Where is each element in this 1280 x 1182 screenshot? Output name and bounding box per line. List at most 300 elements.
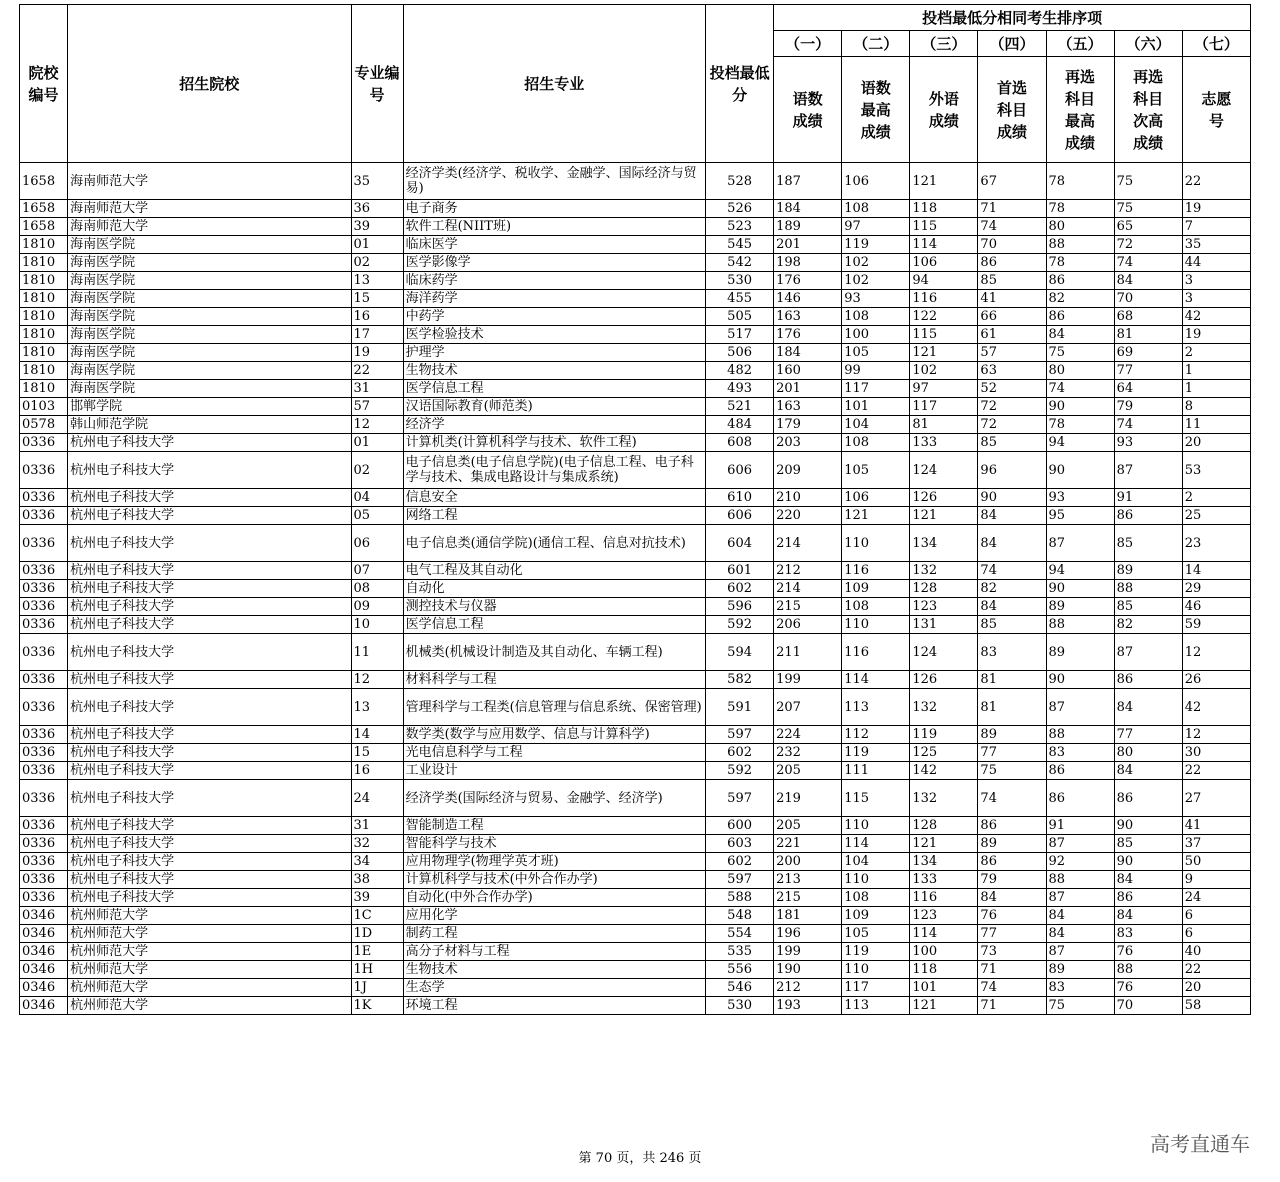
cell-second-next: 75 <box>1114 163 1182 200</box>
cell-school-code: 1810 <box>20 344 68 362</box>
cell-choice-no: 46 <box>1182 598 1250 616</box>
cell-school-name: 杭州电子科技大学 <box>68 817 351 835</box>
cell-major-name: 光电信息科学与工程 <box>403 744 705 762</box>
cell-second-max: 80 <box>1046 362 1114 380</box>
cell-first-subject: 74 <box>978 780 1046 817</box>
cell-min-score: 582 <box>706 671 774 689</box>
table-row <box>20 580 1251 598</box>
cell-major-code: 05 <box>351 507 403 525</box>
cell-yushu: 220 <box>774 507 842 525</box>
page-footer: 第 70 页，共 246 页 <box>578 1151 702 1166</box>
cell-min-score: 482 <box>706 362 774 380</box>
cell-second-next: 64 <box>1114 380 1182 398</box>
cell-school-code: 0346 <box>20 979 68 997</box>
cell-major-code: 38 <box>351 871 403 889</box>
cell-min-score: 493 <box>706 380 774 398</box>
cell-second-next: 90 <box>1114 853 1182 871</box>
cell-school-code: 1658 <box>20 218 68 236</box>
cell-min-score: 535 <box>706 943 774 961</box>
cell-min-score: 601 <box>706 562 774 580</box>
cell-yushu-max: 102 <box>842 272 910 290</box>
cell-english: 132 <box>910 562 978 580</box>
cell-first-subject: 83 <box>978 634 1046 671</box>
cell-yushu: 187 <box>774 163 842 200</box>
cell-first-subject: 66 <box>978 308 1046 326</box>
cell-yushu: 160 <box>774 362 842 380</box>
cell-second-next: 85 <box>1114 835 1182 853</box>
table-row <box>20 817 1251 835</box>
cell-min-score: 608 <box>706 434 774 452</box>
cell-major-name: 信息安全 <box>403 489 705 507</box>
cell-min-score: 521 <box>706 398 774 416</box>
cell-school-code: 0336 <box>20 507 68 525</box>
cell-school-name: 海南医学院 <box>68 344 351 362</box>
cell-yushu-max: 110 <box>842 817 910 835</box>
cell-first-subject: 74 <box>978 562 1046 580</box>
cell-second-next: 74 <box>1114 416 1182 434</box>
cell-yushu-max: 108 <box>842 889 910 907</box>
cell-second-next: 76 <box>1114 943 1182 961</box>
table-row <box>20 762 1251 780</box>
cell-min-score: 602 <box>706 853 774 871</box>
cell-choice-no: 50 <box>1182 853 1250 871</box>
cell-school-name: 海南医学院 <box>68 290 351 308</box>
cell-yushu: 207 <box>774 689 842 726</box>
cell-major-name: 制药工程 <box>403 925 705 943</box>
cell-yushu-max: 109 <box>842 580 910 598</box>
cell-school-name: 杭州电子科技大学 <box>68 616 351 634</box>
cell-second-max: 74 <box>1046 380 1114 398</box>
cell-major-name: 医学检验技术 <box>403 326 705 344</box>
cell-major-code: 13 <box>351 272 403 290</box>
cell-first-subject: 75 <box>978 762 1046 780</box>
cell-second-max: 86 <box>1046 272 1114 290</box>
cell-major-code: 17 <box>351 326 403 344</box>
cell-school-name: 杭州电子科技大学 <box>68 489 351 507</box>
table-row <box>20 997 1251 1015</box>
cell-yushu-max: 108 <box>842 434 910 452</box>
cell-second-max: 90 <box>1046 398 1114 416</box>
cell-second-next: 84 <box>1114 689 1182 726</box>
cell-school-code: 0346 <box>20 943 68 961</box>
cell-school-code: 0336 <box>20 671 68 689</box>
cell-first-subject: 74 <box>978 218 1046 236</box>
cell-yushu-max: 121 <box>842 507 910 525</box>
cell-english: 142 <box>910 762 978 780</box>
cell-yushu-max: 119 <box>842 744 910 762</box>
cell-major-name: 智能制造工程 <box>403 817 705 835</box>
cell-first-subject: 57 <box>978 344 1046 362</box>
cell-second-next: 87 <box>1114 452 1182 489</box>
cell-school-name: 邯郸学院 <box>68 398 351 416</box>
cell-school-name: 海南医学院 <box>68 254 351 272</box>
cell-school-name: 杭州电子科技大学 <box>68 452 351 489</box>
cell-major-code: 1C <box>351 907 403 925</box>
cell-yushu-max: 114 <box>842 671 910 689</box>
header-tiebreak-label: 外语成绩 <box>910 57 978 163</box>
cell-english: 133 <box>910 871 978 889</box>
cell-school-code: 0336 <box>20 689 68 726</box>
cell-school-name: 杭州电子科技大学 <box>68 889 351 907</box>
cell-school-code: 0336 <box>20 434 68 452</box>
cell-english: 94 <box>910 272 978 290</box>
cell-yushu-max: 102 <box>842 254 910 272</box>
cell-school-code: 0336 <box>20 835 68 853</box>
cell-english: 128 <box>910 817 978 835</box>
cell-second-next: 89 <box>1114 562 1182 580</box>
cell-major-name: 汉语国际教育(师范类) <box>403 398 705 416</box>
cell-major-name: 自动化(中外合作办学) <box>403 889 705 907</box>
cell-school-code: 1810 <box>20 254 68 272</box>
cell-major-name: 自动化 <box>403 580 705 598</box>
cell-english: 114 <box>910 236 978 254</box>
cell-min-score: 546 <box>706 979 774 997</box>
table-row <box>20 925 1251 943</box>
table-row <box>20 272 1251 290</box>
cell-yushu-max: 106 <box>842 489 910 507</box>
cell-choice-no: 22 <box>1182 163 1250 200</box>
header-school-code: 院校编号 <box>20 5 68 163</box>
table-row <box>20 671 1251 689</box>
cell-school-name: 杭州电子科技大学 <box>68 780 351 817</box>
cell-english: 126 <box>910 489 978 507</box>
cell-major-name: 环境工程 <box>403 997 705 1015</box>
cell-first-subject: 52 <box>978 380 1046 398</box>
cell-english: 116 <box>910 889 978 907</box>
cell-min-score: 484 <box>706 416 774 434</box>
cell-major-code: 1E <box>351 943 403 961</box>
cell-second-next: 84 <box>1114 871 1182 889</box>
cell-yushu: 198 <box>774 254 842 272</box>
cell-yushu: 212 <box>774 979 842 997</box>
cell-yushu: 209 <box>774 452 842 489</box>
header-tiebreak-label: 志愿号 <box>1182 57 1250 163</box>
cell-first-subject: 96 <box>978 452 1046 489</box>
table-row <box>20 218 1251 236</box>
cell-school-code: 0336 <box>20 598 68 616</box>
cell-english: 132 <box>910 780 978 817</box>
cell-second-next: 79 <box>1114 398 1182 416</box>
cell-major-name: 海洋药学 <box>403 290 705 308</box>
cell-yushu: 163 <box>774 398 842 416</box>
cell-second-max: 89 <box>1046 961 1114 979</box>
cell-school-code: 0336 <box>20 817 68 835</box>
cell-yushu: 199 <box>774 671 842 689</box>
cell-english: 121 <box>910 163 978 200</box>
cell-english: 121 <box>910 507 978 525</box>
cell-second-next: 80 <box>1114 744 1182 762</box>
cell-major-name: 高分子材料与工程 <box>403 943 705 961</box>
table-row <box>20 907 1251 925</box>
cell-school-code: 0578 <box>20 416 68 434</box>
cell-yushu: 232 <box>774 744 842 762</box>
cell-major-code: 35 <box>351 163 403 200</box>
cell-min-score: 556 <box>706 961 774 979</box>
cell-second-next: 86 <box>1114 780 1182 817</box>
cell-yushu-max: 109 <box>842 907 910 925</box>
cell-major-name: 经济学类(国际经济与贸易、金融学、经济学) <box>403 780 705 817</box>
header-min-score: 投档最低分 <box>706 5 774 163</box>
cell-second-next: 70 <box>1114 290 1182 308</box>
cell-yushu: 221 <box>774 835 842 853</box>
cell-min-score: 542 <box>706 254 774 272</box>
cell-second-max: 75 <box>1046 997 1114 1015</box>
cell-choice-no: 26 <box>1182 671 1250 689</box>
cell-yushu-max: 100 <box>842 326 910 344</box>
cell-yushu: 179 <box>774 416 842 434</box>
cell-english: 119 <box>910 726 978 744</box>
cell-choice-no: 1 <box>1182 362 1250 380</box>
cell-school-name: 杭州电子科技大学 <box>68 598 351 616</box>
header-tiebreak-label: 再选科目最高成绩 <box>1046 57 1114 163</box>
cell-first-subject: 79 <box>978 871 1046 889</box>
cell-min-score: 530 <box>706 997 774 1015</box>
cell-major-name: 经济学 <box>403 416 705 434</box>
cell-major-code: 14 <box>351 726 403 744</box>
table-row <box>20 290 1251 308</box>
cell-school-code: 0346 <box>20 925 68 943</box>
cell-major-name: 生态学 <box>403 979 705 997</box>
cell-major-code: 1K <box>351 997 403 1015</box>
cell-second-max: 88 <box>1046 236 1114 254</box>
cell-first-subject: 85 <box>978 434 1046 452</box>
cell-yushu: 200 <box>774 853 842 871</box>
cell-english: 121 <box>910 344 978 362</box>
cell-yushu: 176 <box>774 272 842 290</box>
header-tiebreak-label: 再选科目次高成绩 <box>1114 57 1182 163</box>
cell-first-subject: 77 <box>978 744 1046 762</box>
cell-second-next: 70 <box>1114 997 1182 1015</box>
cell-major-name: 机械类(机械设计制造及其自动化、车辆工程) <box>403 634 705 671</box>
cell-second-max: 80 <box>1046 218 1114 236</box>
cell-second-max: 89 <box>1046 598 1114 616</box>
cell-major-name: 电子信息类(通信学院)(通信工程、信息对抗技术) <box>403 525 705 562</box>
cell-yushu-max: 113 <box>842 689 910 726</box>
table-row <box>20 853 1251 871</box>
cell-school-code: 1810 <box>20 236 68 254</box>
admission-table <box>19 4 1251 1015</box>
cell-choice-no: 59 <box>1182 616 1250 634</box>
cell-school-name: 海南医学院 <box>68 272 351 290</box>
cell-first-subject: 70 <box>978 236 1046 254</box>
table-row <box>20 744 1251 762</box>
header-tiebreak-num: （三） <box>910 31 978 57</box>
cell-major-code: 36 <box>351 200 403 218</box>
cell-school-code: 1810 <box>20 272 68 290</box>
cell-second-next: 85 <box>1114 525 1182 562</box>
cell-major-name: 医学信息工程 <box>403 380 705 398</box>
cell-school-code: 0336 <box>20 580 68 598</box>
cell-major-code: 06 <box>351 525 403 562</box>
cell-school-name: 海南医学院 <box>68 236 351 254</box>
cell-min-score: 603 <box>706 835 774 853</box>
cell-second-max: 92 <box>1046 853 1114 871</box>
cell-major-code: 09 <box>351 598 403 616</box>
cell-second-max: 87 <box>1046 889 1114 907</box>
cell-choice-no: 2 <box>1182 344 1250 362</box>
cell-major-code: 16 <box>351 762 403 780</box>
cell-school-code: 0346 <box>20 997 68 1015</box>
cell-school-code: 0336 <box>20 525 68 562</box>
cell-english: 133 <box>910 434 978 452</box>
cell-yushu: 146 <box>774 290 842 308</box>
cell-yushu: 219 <box>774 780 842 817</box>
cell-school-code: 0336 <box>20 634 68 671</box>
cell-first-subject: 81 <box>978 671 1046 689</box>
cell-min-score: 517 <box>706 326 774 344</box>
cell-second-max: 90 <box>1046 580 1114 598</box>
cell-yushu-max: 114 <box>842 835 910 853</box>
cell-yushu-max: 108 <box>842 308 910 326</box>
cell-second-max: 95 <box>1046 507 1114 525</box>
cell-english: 115 <box>910 326 978 344</box>
cell-min-score: 591 <box>706 689 774 726</box>
table-row <box>20 689 1251 726</box>
cell-school-name: 海南医学院 <box>68 380 351 398</box>
cell-major-code: 1J <box>351 979 403 997</box>
cell-second-next: 84 <box>1114 272 1182 290</box>
cell-english: 134 <box>910 525 978 562</box>
cell-second-max: 93 <box>1046 489 1114 507</box>
cell-min-score: 606 <box>706 452 774 489</box>
cell-school-code: 1810 <box>20 290 68 308</box>
cell-school-name: 海南医学院 <box>68 326 351 344</box>
table-row <box>20 163 1251 200</box>
cell-min-score: 592 <box>706 762 774 780</box>
cell-second-max: 84 <box>1046 925 1114 943</box>
cell-first-subject: 77 <box>978 925 1046 943</box>
header-tiebreak-num: （四） <box>978 31 1046 57</box>
cell-major-code: 34 <box>351 853 403 871</box>
cell-major-name: 应用物理学(物理学英才班) <box>403 853 705 871</box>
cell-second-max: 78 <box>1046 163 1114 200</box>
cell-second-max: 84 <box>1046 907 1114 925</box>
cell-school-name: 杭州电子科技大学 <box>68 853 351 871</box>
header-tiebreak-label: 首选科目成绩 <box>978 57 1046 163</box>
cell-school-name: 杭州师范大学 <box>68 925 351 943</box>
cell-yushu-max: 105 <box>842 452 910 489</box>
cell-min-score: 610 <box>706 489 774 507</box>
cell-yushu-max: 117 <box>842 979 910 997</box>
cell-major-code: 01 <box>351 434 403 452</box>
cell-second-next: 82 <box>1114 616 1182 634</box>
cell-school-code: 0346 <box>20 961 68 979</box>
cell-yushu: 212 <box>774 562 842 580</box>
cell-english: 118 <box>910 200 978 218</box>
cell-yushu-max: 108 <box>842 200 910 218</box>
cell-school-name: 杭州师范大学 <box>68 979 351 997</box>
cell-school-name: 杭州电子科技大学 <box>68 671 351 689</box>
cell-yushu-max: 99 <box>842 362 910 380</box>
table-row <box>20 326 1251 344</box>
cell-first-subject: 71 <box>978 997 1046 1015</box>
cell-choice-no: 22 <box>1182 961 1250 979</box>
table-row <box>20 507 1251 525</box>
cell-yushu-max: 106 <box>842 163 910 200</box>
cell-second-max: 88 <box>1046 726 1114 744</box>
cell-major-name: 生物技术 <box>403 362 705 380</box>
header-tiebreak-num: （六） <box>1114 31 1182 57</box>
cell-school-code: 1810 <box>20 326 68 344</box>
cell-school-code: 0336 <box>20 889 68 907</box>
cell-second-next: 77 <box>1114 362 1182 380</box>
cell-second-max: 78 <box>1046 254 1114 272</box>
cell-major-name: 医学影像学 <box>403 254 705 272</box>
cell-yushu: 203 <box>774 434 842 452</box>
cell-choice-no: 20 <box>1182 979 1250 997</box>
cell-yushu: 163 <box>774 308 842 326</box>
cell-english: 106 <box>910 254 978 272</box>
cell-min-score: 588 <box>706 889 774 907</box>
cell-first-subject: 84 <box>978 525 1046 562</box>
cell-second-next: 88 <box>1114 961 1182 979</box>
cell-second-next: 75 <box>1114 200 1182 218</box>
header-major-code: 专业编号 <box>351 5 403 163</box>
table-row <box>20 726 1251 744</box>
cell-yushu: 181 <box>774 907 842 925</box>
cell-choice-no: 25 <box>1182 507 1250 525</box>
cell-choice-no: 53 <box>1182 452 1250 489</box>
cell-choice-no: 2 <box>1182 489 1250 507</box>
cell-second-max: 86 <box>1046 762 1114 780</box>
cell-min-score: 554 <box>706 925 774 943</box>
cell-second-max: 78 <box>1046 416 1114 434</box>
cell-english: 123 <box>910 598 978 616</box>
cell-yushu: 224 <box>774 726 842 744</box>
cell-min-score: 596 <box>706 598 774 616</box>
cell-major-code: 15 <box>351 290 403 308</box>
cell-yushu: 190 <box>774 961 842 979</box>
watermark: 高考直通车 <box>1150 1132 1250 1156</box>
cell-school-code: 0336 <box>20 562 68 580</box>
cell-first-subject: 61 <box>978 326 1046 344</box>
cell-first-subject: 90 <box>978 489 1046 507</box>
table-row <box>20 416 1251 434</box>
cell-english: 97 <box>910 380 978 398</box>
cell-yushu-max: 108 <box>842 598 910 616</box>
cell-major-code: 39 <box>351 218 403 236</box>
cell-choice-no: 41 <box>1182 817 1250 835</box>
cell-major-name: 管理科学与工程类(信息管理与信息系统、保密管理) <box>403 689 705 726</box>
cell-yushu: 210 <box>774 489 842 507</box>
cell-english: 134 <box>910 853 978 871</box>
cell-yushu-max: 117 <box>842 380 910 398</box>
cell-second-next: 84 <box>1114 907 1182 925</box>
cell-english: 101 <box>910 979 978 997</box>
cell-school-code: 0336 <box>20 489 68 507</box>
header-major-name: 招生专业 <box>403 5 705 163</box>
cell-major-code: 02 <box>351 254 403 272</box>
cell-second-next: 86 <box>1114 507 1182 525</box>
cell-choice-no: 42 <box>1182 308 1250 326</box>
cell-min-score: 597 <box>706 780 774 817</box>
cell-choice-no: 6 <box>1182 925 1250 943</box>
cell-min-score: 604 <box>706 525 774 562</box>
cell-english: 100 <box>910 943 978 961</box>
cell-major-code: 04 <box>351 489 403 507</box>
cell-first-subject: 84 <box>978 507 1046 525</box>
cell-major-code: 31 <box>351 380 403 398</box>
cell-choice-no: 35 <box>1182 236 1250 254</box>
cell-first-subject: 84 <box>978 598 1046 616</box>
cell-first-subject: 84 <box>978 889 1046 907</box>
cell-second-max: 83 <box>1046 979 1114 997</box>
cell-choice-no: 44 <box>1182 254 1250 272</box>
cell-first-subject: 86 <box>978 817 1046 835</box>
cell-second-max: 86 <box>1046 308 1114 326</box>
cell-second-next: 83 <box>1114 925 1182 943</box>
cell-first-subject: 72 <box>978 398 1046 416</box>
